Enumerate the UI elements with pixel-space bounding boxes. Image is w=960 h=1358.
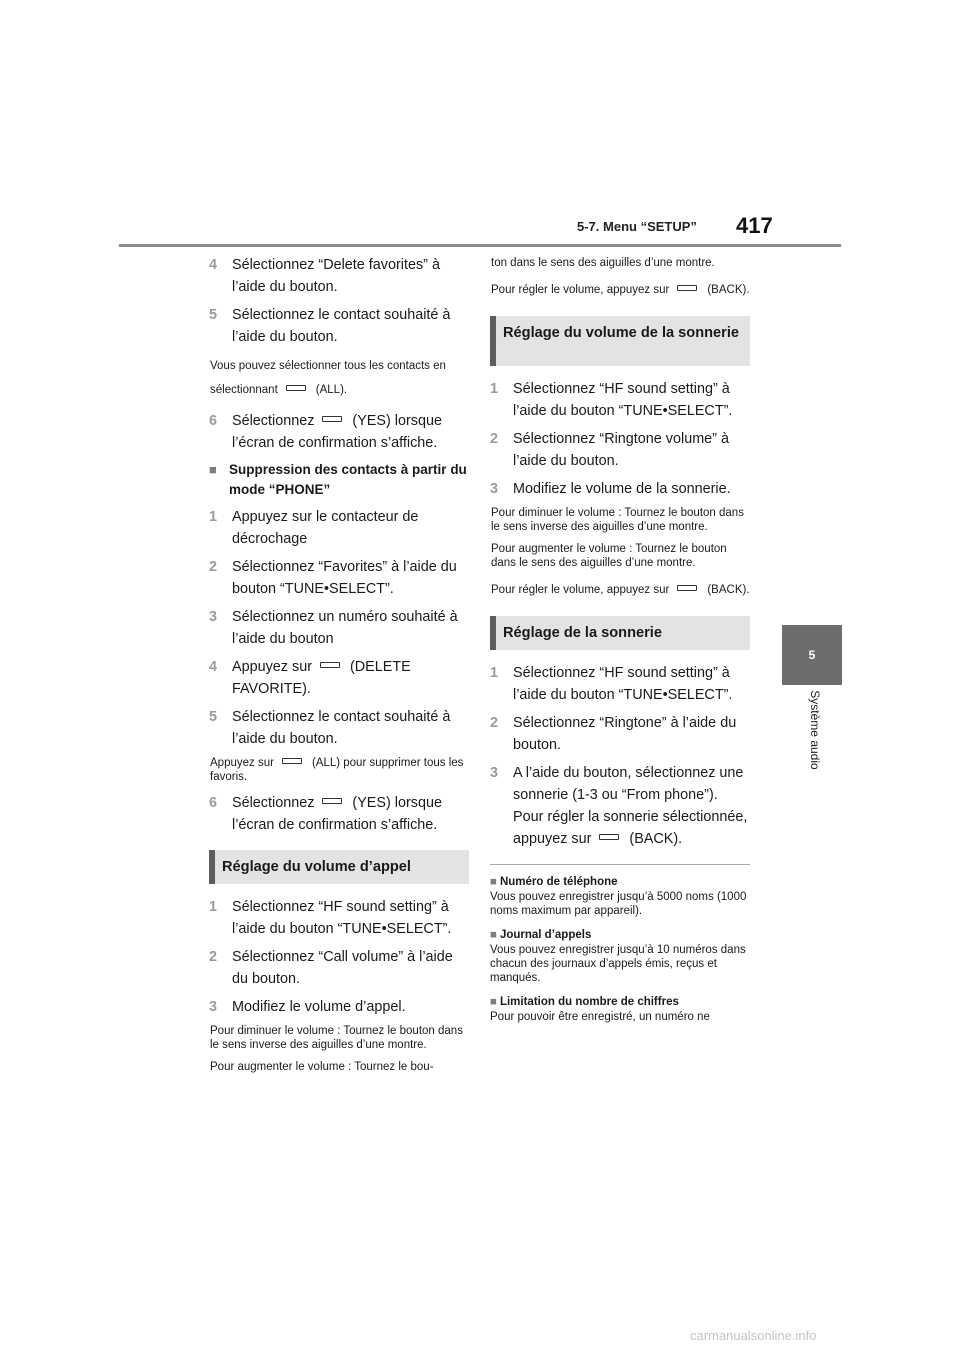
note-text: (ALL) pour supprimer tous les favoris. xyxy=(210,757,464,783)
info-title: Limitation du nombre de chiffres xyxy=(499,996,679,1008)
step-number: 3 xyxy=(490,765,499,781)
note-text: Appuyez sur xyxy=(210,757,274,769)
step-number: 5 xyxy=(209,307,218,323)
step-text: Sélectionnez “Delete favorites” à l’aide du bouton. xyxy=(232,257,440,295)
step-number: 1 xyxy=(490,381,499,397)
step-item xyxy=(490,762,750,850)
button-icon xyxy=(599,834,619,840)
info-title: Numéro de téléphone xyxy=(499,876,618,888)
left-column xyxy=(209,254,469,1082)
note: ton dans le sens des aiguilles d’une montre. xyxy=(491,257,715,269)
right-column xyxy=(490,254,750,1034)
step-number: 3 xyxy=(490,481,499,497)
step-text-part: (BACK). xyxy=(629,831,683,847)
step-text xyxy=(513,762,750,850)
step-text: Sélectionnez “Ringtone volume” à l’aide du bouton. xyxy=(513,431,729,469)
note-text: (BACK). xyxy=(707,584,750,596)
note-text: (ALL). xyxy=(315,384,348,396)
button-icon xyxy=(320,662,340,668)
button-icon xyxy=(322,416,342,422)
note-text: Pour régler le volume, appuyez sur xyxy=(491,284,670,296)
step-text-part: Sélectionnez xyxy=(232,413,315,429)
square-bullet-icon: ■ xyxy=(490,876,497,888)
step-item xyxy=(490,378,750,422)
step-text: Appuyez sur le contacteur de décrochage xyxy=(232,509,419,547)
step-number: 2 xyxy=(209,949,218,965)
note: Pour augmenter le volume : Tournez le bouton dans le sens des aiguilles d’une montre. xyxy=(491,543,727,569)
step-item xyxy=(490,662,750,706)
page-number: 417 xyxy=(736,213,773,238)
step-number: 5 xyxy=(209,709,218,725)
step-text-part: A l’aide du bouton, sélectionnez une sonnerie (1-3 ou “From phone”). Pour régler la sonnerie sélectionnée, appuyez sur xyxy=(513,765,748,847)
step-item xyxy=(209,996,469,1018)
step-number: 1 xyxy=(209,509,218,525)
info-heading xyxy=(490,875,750,890)
step-item xyxy=(209,656,469,700)
note xyxy=(491,578,750,602)
step-number: 6 xyxy=(209,413,218,429)
section-heading: Réglage du volume d’appel xyxy=(209,850,469,884)
watermark: carmanualsonline.info xyxy=(690,1328,817,1343)
step-text xyxy=(232,792,469,836)
button-icon xyxy=(322,798,342,804)
step-text: Sélectionnez “Ringtone” à l’aide du bouton. xyxy=(513,715,737,753)
step-text: Modifiez le volume d’appel. xyxy=(232,999,406,1015)
step-text-part: (YES) lorsque l’écran de confirmation s’affiche. xyxy=(232,795,442,833)
note xyxy=(210,756,469,784)
note-text: Vous pouvez sélectionner tous les contacts en sélectionnant xyxy=(210,360,446,396)
square-bullet-icon: ■ xyxy=(490,996,497,1008)
button-icon xyxy=(282,758,302,764)
step-text: Sélectionnez “Call volume” à l’aide du bouton. xyxy=(232,949,453,987)
step-item xyxy=(490,428,750,472)
info-text: Vous pouvez enregistrer jusqu’à 10 numéros dans chacun des journaux d’appels émis, reçus et manqués. xyxy=(490,944,746,984)
button-icon xyxy=(286,385,306,391)
chapter-tab: 5 xyxy=(782,625,842,685)
step-item xyxy=(209,896,469,940)
info-heading xyxy=(490,995,750,1010)
section-heading: Réglage de la sonnerie xyxy=(490,616,750,650)
step-item xyxy=(209,410,469,454)
step-number: 1 xyxy=(490,665,499,681)
step-item xyxy=(209,606,469,650)
step-text: Sélectionnez le contact souhaité à l’aide du bouton. xyxy=(232,307,451,345)
subheading xyxy=(209,460,469,500)
step-item xyxy=(209,706,469,750)
step-number: 2 xyxy=(490,715,499,731)
step-item xyxy=(209,946,469,990)
step-text xyxy=(232,656,469,700)
section-title: 5-7. Menu “SETUP” xyxy=(577,219,697,234)
step-item xyxy=(209,506,469,550)
step-item xyxy=(209,254,469,298)
step-number: 2 xyxy=(209,559,218,575)
step-number: 4 xyxy=(209,659,218,675)
step-item xyxy=(490,478,750,500)
step-text: Modifiez le volume de la sonnerie. xyxy=(513,481,731,497)
step-text-part: (DELETE FAVORITE). xyxy=(232,659,411,697)
page-header xyxy=(0,0,960,250)
info-title: Journal d’appels xyxy=(499,929,592,941)
note: Pour augmenter le volume : Tournez le bou- xyxy=(210,1061,434,1073)
button-icon xyxy=(677,585,697,591)
section-heading: Réglage du volume de la sonnerie xyxy=(490,316,750,366)
chapter-label: Système audio xyxy=(808,690,822,770)
header-rule xyxy=(119,244,841,247)
info-text: Vous pouvez enregistrer jusqu’à 5000 noms (1000 noms maximum par appareil). xyxy=(490,891,747,917)
step-item xyxy=(209,304,469,348)
step-number: 2 xyxy=(490,431,499,447)
note xyxy=(491,278,750,302)
info-heading xyxy=(490,928,750,943)
step-text-part: Appuyez sur xyxy=(232,659,312,675)
step-text: Sélectionnez “Favorites” à l’aide du bouton “TUNE•SELECT”. xyxy=(232,559,457,597)
step-item xyxy=(209,792,469,836)
step-item xyxy=(490,712,750,756)
step-text: Sélectionnez “HF sound setting” à l’aide du bouton “TUNE•SELECT”. xyxy=(513,381,733,419)
divider xyxy=(490,864,750,865)
note: Pour diminuer le volume : Tournez le bouton dans le sens inverse des aiguilles d’une montre. xyxy=(491,507,744,533)
square-bullet-icon: ■ xyxy=(209,462,217,477)
step-number: 1 xyxy=(209,899,218,915)
step-text: Sélectionnez un numéro souhaité à l’aide du bouton xyxy=(232,609,458,647)
step-number: 3 xyxy=(209,609,218,625)
step-text: Sélectionnez “HF sound setting” à l’aide du bouton “TUNE•SELECT”. xyxy=(232,899,452,937)
info-text: Pour pouvoir être enregistré, un numéro ne xyxy=(490,1011,710,1023)
button-icon xyxy=(677,285,697,291)
step-text-part: Sélectionnez xyxy=(232,795,315,811)
step-text-part: (YES) lorsque l’écran de confirmation s’affiche. xyxy=(232,413,442,451)
note xyxy=(210,354,469,402)
note: Pour diminuer le volume : Tournez le bouton dans le sens inverse des aiguilles d’une montre. xyxy=(210,1025,463,1051)
step-text: Sélectionnez “HF sound setting” à l’aide du bouton “TUNE•SELECT”. xyxy=(513,665,733,703)
step-number: 3 xyxy=(209,999,218,1015)
step-text xyxy=(232,410,469,454)
step-number: 4 xyxy=(209,257,218,273)
step-item xyxy=(209,556,469,600)
subheading-text: Suppression des contacts à partir du mode “PHONE” xyxy=(229,462,467,497)
step-text: Sélectionnez le contact souhaité à l’aide du bouton. xyxy=(232,709,451,747)
note-text: (BACK). xyxy=(707,284,750,296)
step-number: 6 xyxy=(209,795,218,811)
square-bullet-icon: ■ xyxy=(490,929,497,941)
note-text: Pour régler le volume, appuyez sur xyxy=(491,584,670,596)
